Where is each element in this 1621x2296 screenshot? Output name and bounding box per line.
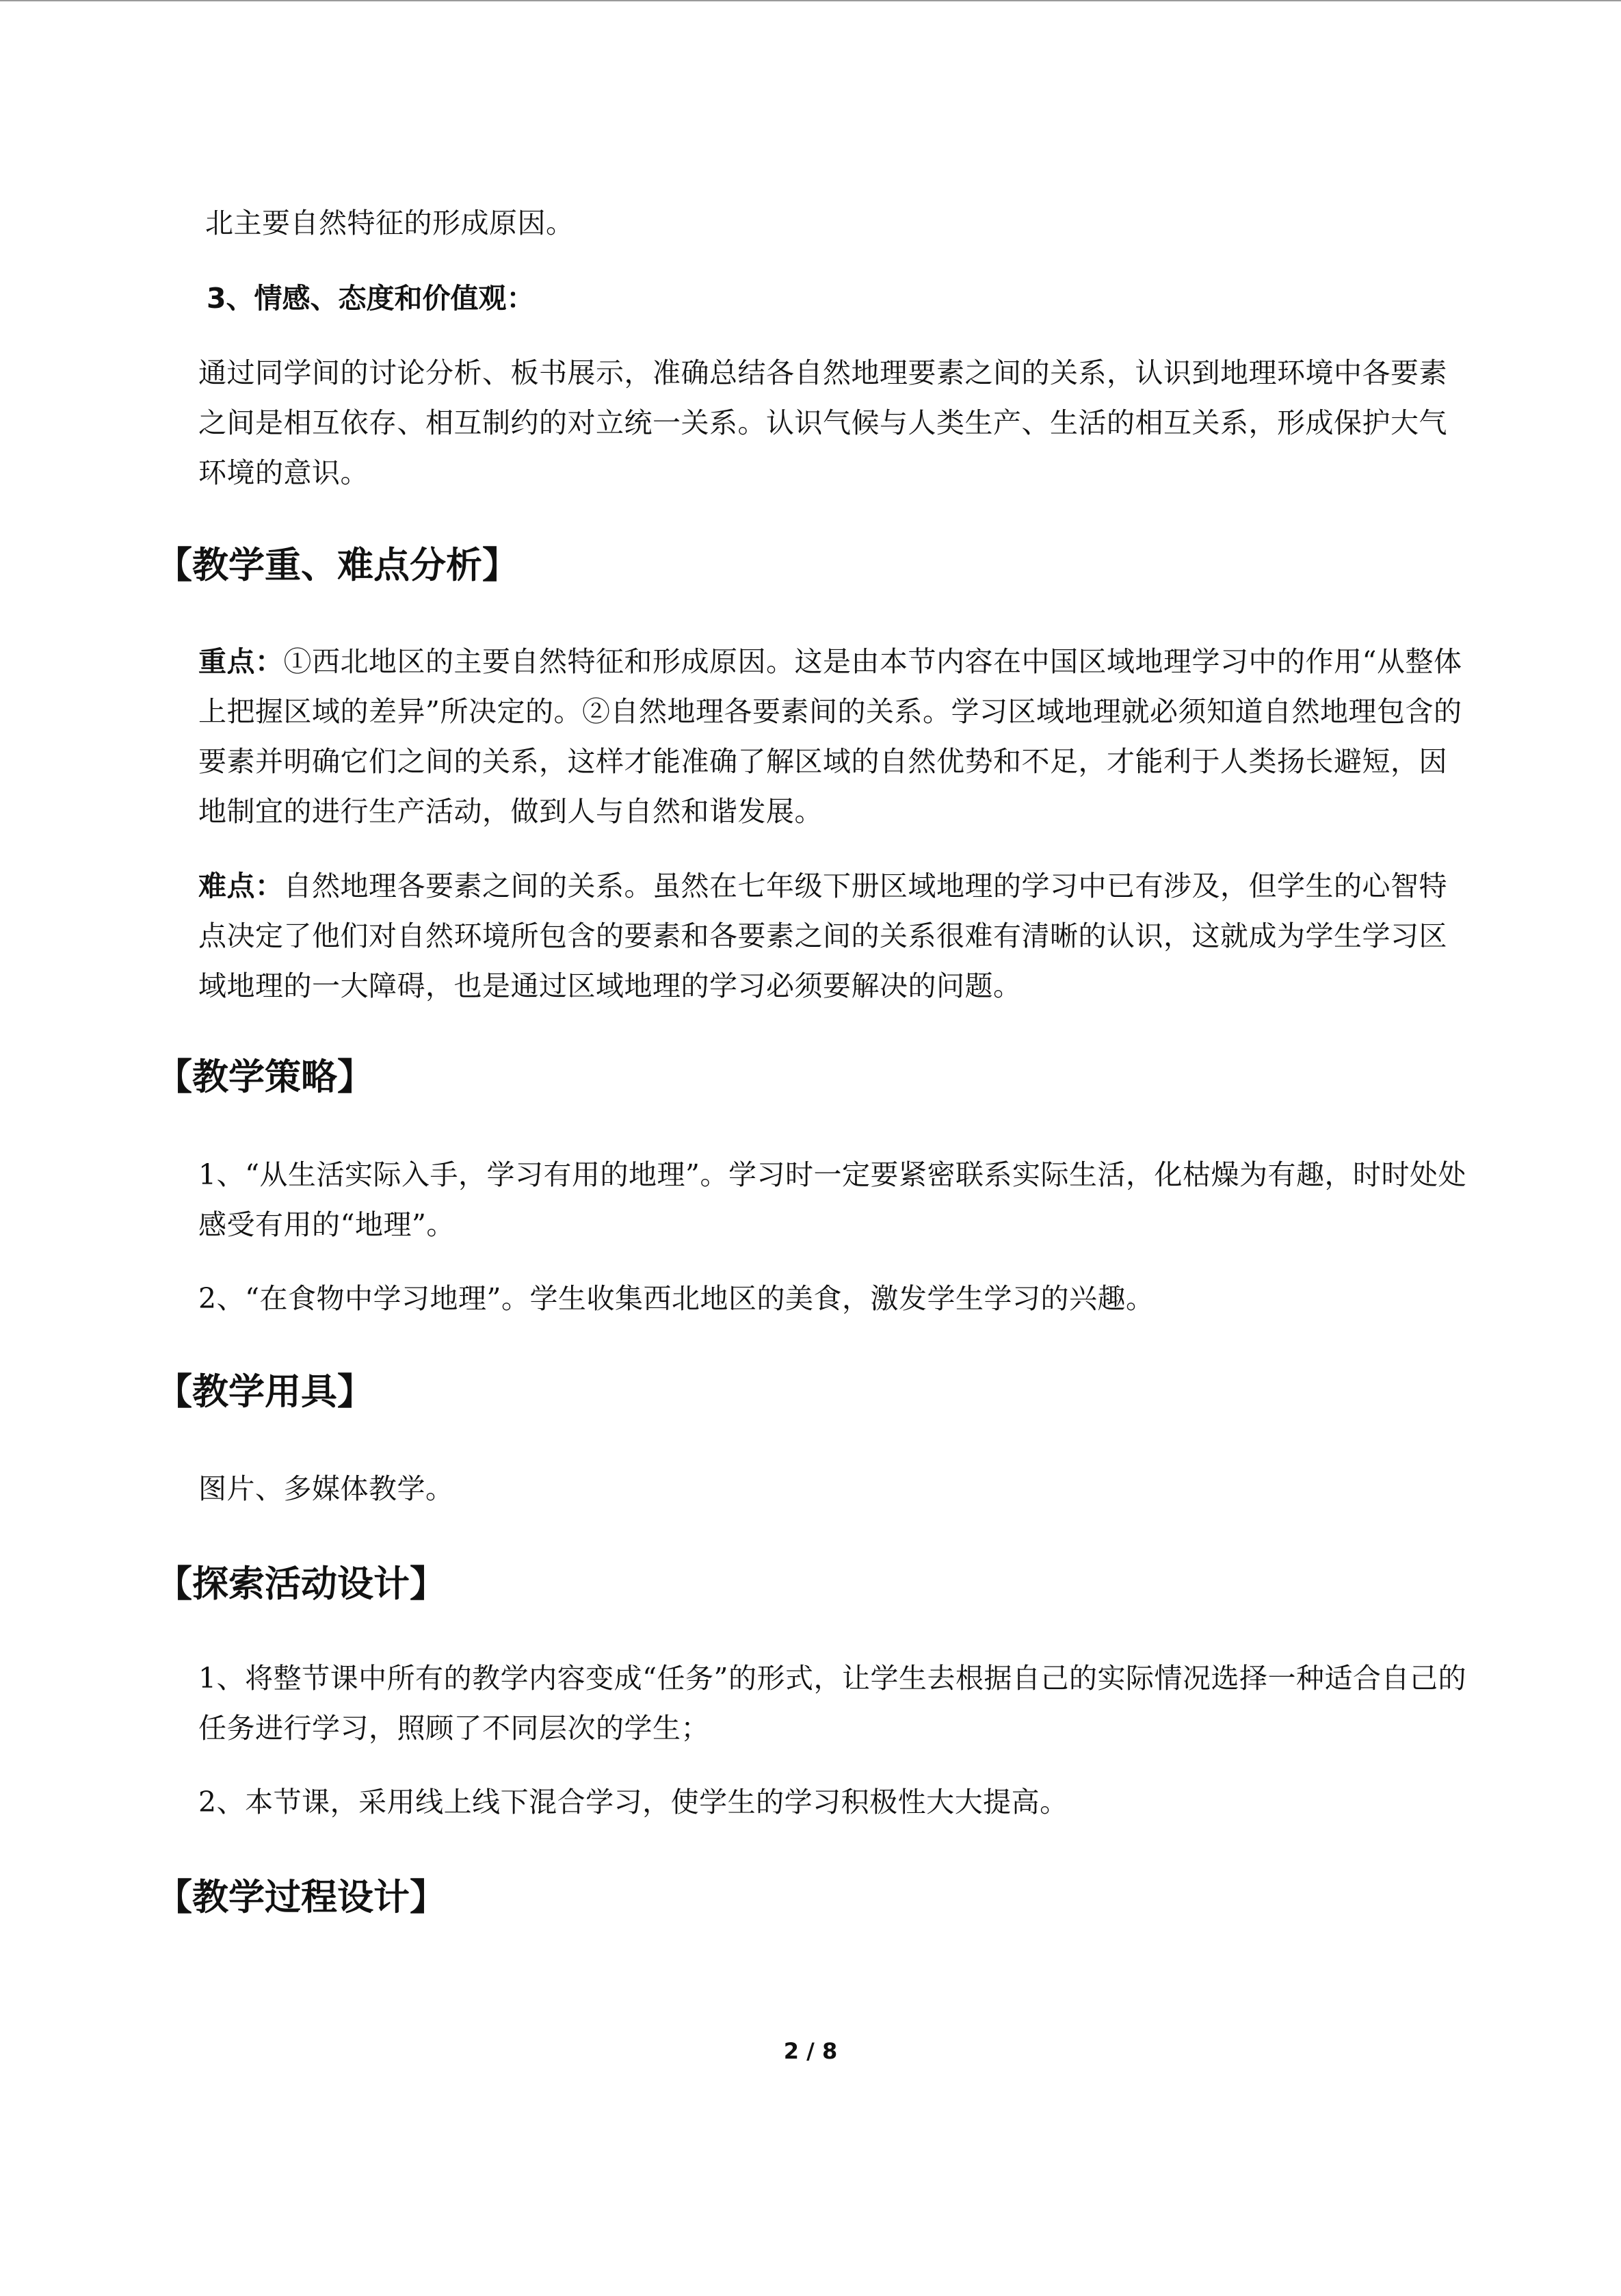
difficulty-label: 难点： bbox=[198, 870, 284, 902]
page-number: 2 / 8 bbox=[783, 2038, 838, 2064]
tools-heading: 【教学用具】 bbox=[156, 1371, 373, 1413]
activity-item: 1、将整节课中所有的教学内容变成“任务”的形式，让学生去根据自己的实际情况选择一种适合自己的任务进行学习，照顾了不同层次的学生； bbox=[198, 1662, 1467, 1745]
activity-item: 2、本节课，采用线上线下混合学习，使学生的学习积极性大大提高。 bbox=[198, 1786, 1068, 1818]
focus-text: ①西北地区的主要自然特征和形成原因。这是由本节内容在中国区域地理学习中的作用“从整体上把握区域的差异”所决定的。②自然地理各要素间的关系。学习区域地理就必须知道自然地理包含的要素并明确它们之间的关系，这样才能准确了解区域的自然优势和不足，才能利于人类扬长避短，因地制宜的进行生产活动，做到人与自然和谐发展。 bbox=[198, 645, 1462, 828]
strategy-item: 1、“从生活实际入手，学习有用的地理”。学习时一定要紧密联系实际生活，化枯燥为有趣，时时处处感受有用的“地理”。 bbox=[198, 1158, 1467, 1241]
values-subheading: 3、情感、态度和价值观： bbox=[207, 282, 535, 315]
tools-text: 图片、多媒体教学。 bbox=[198, 1472, 454, 1505]
strategy-item: 2、“在食物中学习地理”。学生收集西北地区的美食，激发学生学习的兴趣。 bbox=[198, 1282, 1155, 1315]
focus-label: 重点： bbox=[198, 645, 284, 678]
activities-heading: 【探索活动设计】 bbox=[156, 1563, 446, 1605]
difficulty-paragraph bbox=[198, 861, 1471, 1011]
page-top-border bbox=[0, 0, 1621, 1]
strategy-heading: 【教学策略】 bbox=[156, 1056, 373, 1098]
process-heading: 【教学过程设计】 bbox=[156, 1877, 446, 1918]
values-paragraph: 通过同学间的讨论分析、板书展示，准确总结各自然地理要素之间的关系，认识到地理环境中各要素之间是相互依存、相互制约的对立统一关系。认识气候与人类生产、生活的相互关系，形成保护大气环境的意识。 bbox=[198, 356, 1447, 489]
intro-continuation: 北主要自然特征的形成原因。 bbox=[205, 207, 575, 239]
focus-paragraph bbox=[198, 637, 1471, 837]
difficulty-text: 自然地理各要素之间的关系。虽然在七年级下册区域地理的学习中已有涉及，但学生的心智特点决定了他们对自然环境所包含的要素和各要素之间的关系很难有清晰的认识，这就成为学生学习区域地理的一大障碍，也是通过区域地理的学习必须要解决的问题。 bbox=[198, 870, 1447, 1002]
key-points-heading: 【教学重、难点分析】 bbox=[156, 545, 518, 586]
